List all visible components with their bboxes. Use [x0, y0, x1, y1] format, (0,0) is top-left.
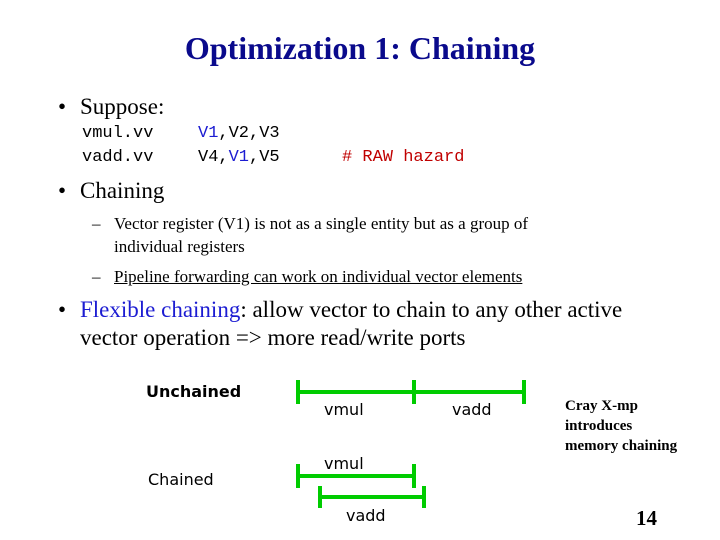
code-line-2-first: V4, — [198, 148, 229, 167]
chained-vmul-label: vmul — [324, 454, 364, 473]
chained-label: Chained — [148, 470, 214, 489]
dash: – — [92, 267, 101, 286]
bullet-dot: • — [58, 94, 67, 119]
slide-title: Optimization 1: Chaining — [184, 30, 536, 66]
code-line-1-rest: ,V2,V3 — [218, 124, 280, 143]
cray-note-line-2: introduces — [565, 418, 633, 434]
cray-note-line-1: Cray X-mp — [565, 398, 638, 414]
raw-hazard-comment: # RAW hazard — [342, 148, 465, 167]
unchained-vmul-label: vmul — [324, 400, 364, 419]
chained-vadd-label: vadd — [346, 506, 386, 525]
cray-note — [565, 396, 677, 456]
page-number: 14 — [636, 506, 657, 530]
sub-bullet-1-line2: individual registers — [114, 237, 245, 256]
code-line-2-op: vadd.vv — [82, 148, 154, 167]
bullet-flexible-rest: : allow vector to chain to any other active — [240, 297, 623, 322]
bullet-suppose-text: Suppose: — [80, 94, 165, 119]
reg-v1-read: V1 — [228, 148, 250, 167]
code-line-1-op: vmul.vv — [82, 124, 154, 143]
bullet-dot: • — [58, 178, 67, 203]
flexible-chaining-term: Flexible chaining — [80, 297, 241, 322]
bullet-dot: • — [58, 297, 67, 322]
unchained-vadd-label: vadd — [452, 400, 492, 419]
bullet-flexible-line2: vector operation => more read/write ports — [80, 325, 466, 350]
unchained-label: Unchained — [146, 382, 242, 401]
bullet-chaining-text: Chaining — [80, 178, 165, 203]
cray-note-line-3: memory chaining — [565, 438, 678, 454]
reg-v1: V1 — [198, 124, 219, 143]
sub-bullet-1-line1: Vector register (V1) is not as a single entity but as a group of — [114, 214, 529, 233]
sub-bullet-2-text: Pipeline forwarding can work on individual vector elements — [114, 267, 523, 286]
dash: – — [92, 214, 101, 233]
code-line-2-rest: ,V5 — [249, 148, 280, 167]
